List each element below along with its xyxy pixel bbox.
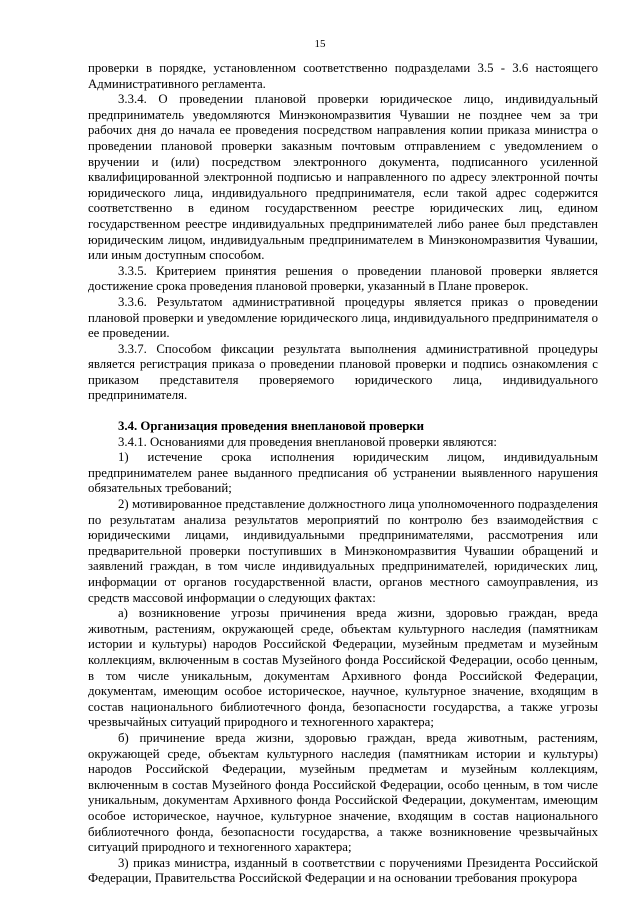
document-body — [88, 61, 598, 887]
paragraph-3-3-4: 3.3.4. О проведении плановой проверки юридическое лицо, индивидуальный предприниматель уведомляются Минэкономразвития Чувашии не позднее чем за три рабочих дня до начала ее проведения посредством направления копии приказа министра о проведении плановой проверки заказным почтовым отправлением с уведомлением о вручении и (или) посредством электронного документа, подписанного усиленной квалифицированной электронной подписью и направленного по адресу электронной почты юридического лица, индивидуального предпринимателя, если такой адрес содержится соответственно в едином государственном реестре юридических лиц, едином государственном реестре индивидуальных предпринимателей либо ранее был представлен юридическим лицом, индивидуальным предпринимателем в Минэкономразвития Чувашии, или иным доступным способом. — [88, 92, 598, 263]
list-item-2: 2) мотивированное представление должностного лица уполномоченного подразделения по результатам анализа результатов мероприятий по контролю без взаимодействия с юридическими лицами, индивидуальными предпринимателями, рассмотрения или предварительной проверки поступивших в Минэкономразвития Чувашии обращений и заявлений граждан, в том числе индивидуальных предпринимателей, юридических лиц, информации от органов государственной власти, органов местного самоуправления, из средств массовой информации о следующих фактах: — [88, 497, 598, 605]
paragraph-3-3-6: 3.3.6. Результатом административной процедуры является приказ о проведении плановой проверки и уведомление юридического лица, индивидуального предпринимателя о ее проведении. — [88, 294, 598, 341]
list-item-a: а) возникновение угрозы причинения вреда жизни, здоровью граждан, вреда животным, растениям, окружающей среде, объектам культурного наследия (памятникам истории и культуры) народов Российской Федерации, музейным предметам и музейным коллекциям, включенным в состав Музейного фонда Российской Федерации, особо ценным, в том числе уникальным, документам Архивного фонда Российской Федерации, документам, имеющим особое историческое, научное, культурное значение, входящим в состав национального библиотечного фонда, безопасности государства, а также угрозы чрезвычайных ситуаций природного и техногенного характера; — [88, 606, 598, 730]
paragraph-continuation: проверки в порядке, установленном соответственно подразделами 3.5 - 3.6 настоящего Административного регламента. — [88, 61, 598, 91]
paragraph-3-3-5: 3.3.5. Критерием принятия решения о проведении плановой проверки является достижение срока проведения плановой проверки, указанный в Плане проверок. — [88, 263, 598, 294]
list-item-b: б) причинение вреда жизни, здоровью граждан, вреда животным, растениям, окружающей среде, объектам культурного наследия (памятникам истории и культуры) народов Российской Федерации, музейным предметам и музейным коллекциям, включенным в состав Музейного фонда Российской Федерации, особо ценным, в том числе уникальным, документам Архивного фонда Российской Федерации, документам, имеющим особое историческое, научное, культурное значение, входящим в состав национального библиотечного фонда, безопасности государства, а также возникновение чрезвычайных ситуаций природного и техногенного характера; — [88, 730, 598, 855]
paragraph-3-4-1: 3.4.1. Основаниями для проведения внеплановой проверки являются: — [118, 434, 497, 449]
section-heading-3-4: 3.4. Организация проведения внеплановой проверки — [118, 419, 425, 434]
list-item-3: 3) приказ министра, изданный в соответствии с поручениями Президента Российской Федерации, Правительства Российской Федерации и на основании требования прокурора — [88, 855, 598, 886]
section-spacer — [88, 404, 598, 419]
paragraph-3-3-7: 3.3.7. Способом фиксации результата выполнения административной процедуры является регистрация приказа о проведении плановой проверки и подпись ознакомления с приказом представителя проверяемого юридического лица, индивидуального предпринимателя. — [88, 341, 598, 403]
list-item-1: 1) истечение срока исполнения юридическим лицом, индивидуальным предпринимателем ранее выданного предписания об устранении выявленного нарушения обязательных требований; — [88, 450, 598, 496]
page-number: 15 — [314, 38, 326, 50]
